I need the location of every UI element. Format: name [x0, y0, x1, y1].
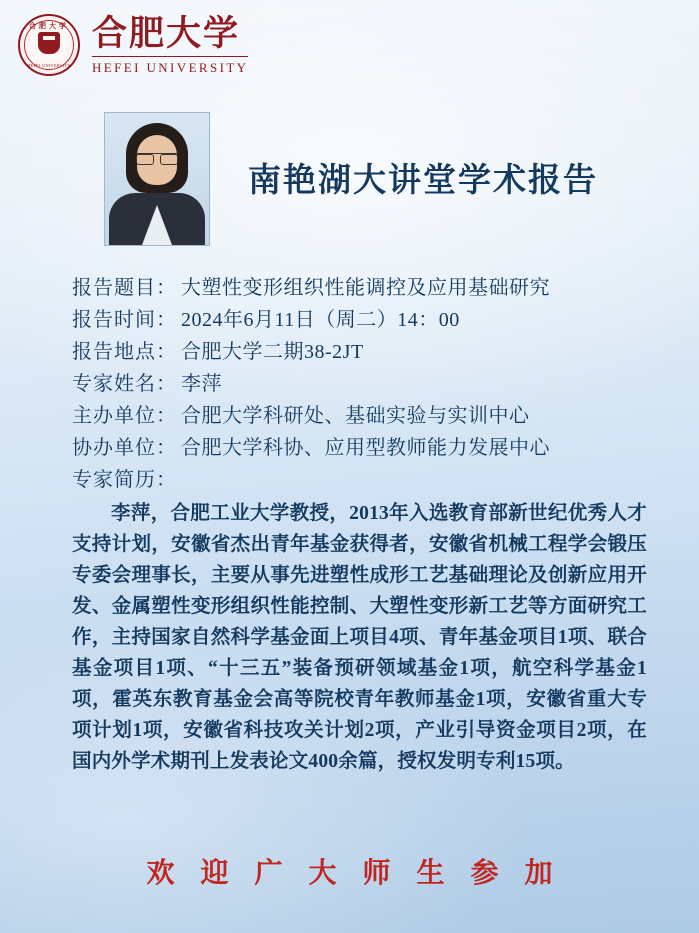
info-row-coorganizer: [72, 432, 647, 464]
page-title: 南艳湖大讲堂学术报告: [248, 163, 598, 199]
label-speaker: 专家姓名：: [72, 373, 177, 395]
value-speaker: 李萍: [181, 373, 222, 395]
title-block: [0, 112, 699, 252]
university-name-cn: 合肥大学: [92, 14, 241, 53]
seal-bottom-text: HEFEI UNIVERSITY: [27, 63, 71, 68]
value-time: 2024年6月11日（周二）14：00: [181, 309, 460, 331]
label-time: 报告时间：: [72, 309, 177, 331]
info-row-location: [72, 336, 647, 368]
seal-emblem-mark: [38, 32, 60, 54]
label-organizer: 主办单位：: [72, 405, 177, 427]
university-name-en: HEFEI UNIVERSITY: [92, 56, 248, 74]
label-coorganizer: 协办单位：: [72, 437, 177, 459]
label-topic: 报告题目：: [72, 277, 177, 299]
welcome-footer: 欢迎广大师生参加: [146, 858, 579, 889]
speaker-portrait: [104, 112, 210, 246]
university-logo: [18, 14, 248, 76]
seal-top-text: 合肥大学: [29, 22, 69, 30]
value-topic: 大塑性变形组织性能调控及应用基础研究: [181, 277, 550, 299]
university-seal-icon: [18, 14, 80, 76]
info-row-speaker: [72, 368, 647, 400]
value-location: 合肥大学二期38-2JT: [181, 341, 364, 363]
speaker-bio: 李萍，合肥工业大学教授，2013年入选教育部新世纪优秀人才支持计划，安徽省杰出青年基金获得者，安徽省机械工程学会锻压专委会理事长，主要从事先进塑性成形工艺基础理论及创新应用开发、金属塑性变形组织性能控制、大塑性变形新工艺等方面研究工作，主持国家自然科学基金面上项目4项、青年基金项目1项、联合基金项目1项、“十三五”装备预研领域基金1项，航空科学基金1项，霍英东教育基金会高等院校青年教师基金1项，安徽省重大专项计划1项，安徽省科技攻关计划2项，产业引导资金项目2项，在国内外学术期刊上发表论文400余篇，授权发明专利15项。: [72, 503, 647, 772]
label-location: 报告地点：: [72, 341, 177, 363]
info-row-time: [72, 304, 647, 336]
value-organizer: 合肥大学科研处、基础实验与实训中心: [181, 405, 530, 427]
value-coorganizer: 合肥大学科协、应用型教师能力发展中心: [181, 437, 550, 459]
info-row-organizer: [72, 400, 647, 432]
info-section: [72, 272, 647, 777]
label-bio: 专家简历：: [72, 469, 177, 491]
glasses-icon: [136, 153, 178, 164]
university-wordmark: [92, 16, 248, 74]
info-row-topic: [72, 272, 647, 304]
